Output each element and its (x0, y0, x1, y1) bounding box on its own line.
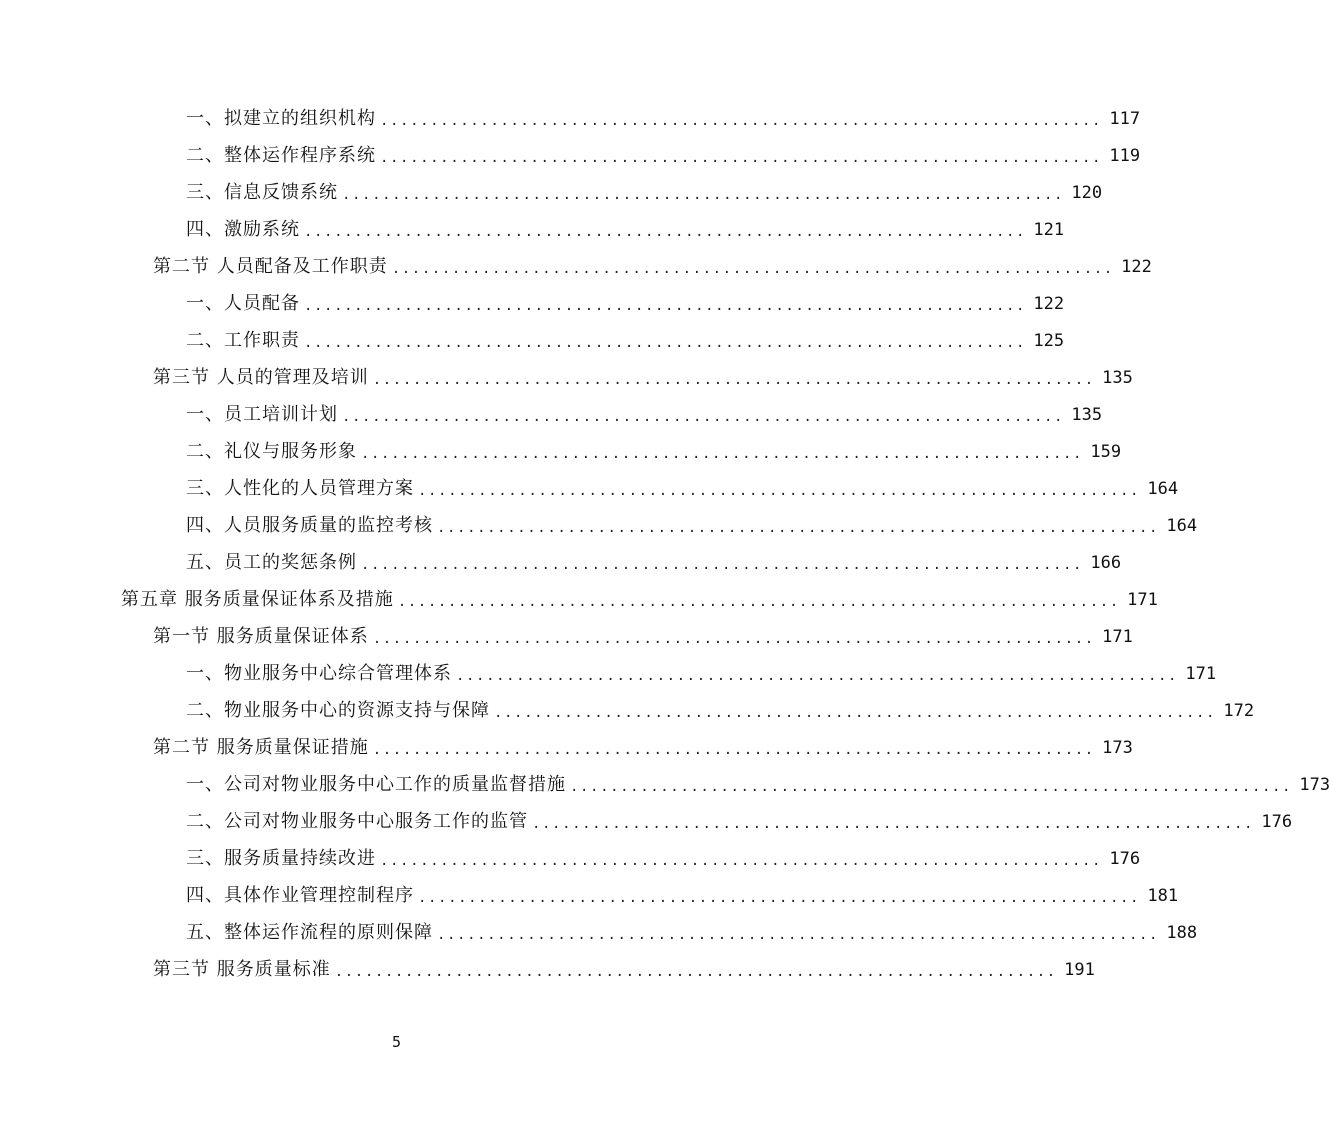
toc-entry-page: 191 (1064, 960, 1095, 980)
toc-entry-title: 三、人性化的人员管理方案 (186, 478, 414, 499)
toc-entry-title: 一、物业服务中心综合管理体系 (186, 663, 452, 684)
toc-entry[interactable] (186, 396, 1103, 426)
toc-entry-page: 117 (1109, 109, 1141, 129)
dot-leader: ........................................................................ (391, 261, 1114, 277)
dot-leader: ........................................................................ (342, 409, 1065, 425)
toc-entry[interactable] (186, 507, 1198, 537)
toc-entry-page: 164 (1166, 516, 1198, 536)
toc-entry[interactable] (186, 137, 1141, 167)
dot-leader: ........................................................................ (437, 520, 1160, 536)
dot-leader: ........................................................................ (397, 594, 1120, 610)
dot-leader: ........................................................................ (418, 890, 1141, 906)
toc-entry-title: 四、激励系统 (186, 219, 300, 240)
toc-entry-title: 二、礼仪与服务形象 (186, 441, 357, 462)
toc-entry[interactable] (186, 877, 1179, 907)
toc-entry-title: 四、具体作业管理控制程序 (186, 885, 414, 906)
toc-entry-title: 第二节 服务质量保证措施 (153, 737, 369, 758)
toc-entry[interactable] (186, 211, 1065, 241)
toc-entry-title: 四、人员服务质量的监控考核 (186, 515, 433, 536)
toc-entry[interactable] (186, 766, 1330, 796)
toc-entry[interactable] (186, 840, 1141, 870)
dot-leader: ........................................................................ (342, 187, 1065, 203)
toc-entry-page: 119 (1109, 146, 1141, 166)
dot-leader: ........................................................................ (372, 372, 1095, 388)
toc-entry-title: 一、人员配备 (186, 293, 300, 314)
toc-entry-title: 第一节 服务质量保证体系 (153, 626, 369, 647)
toc-entry-page: 121 (1033, 220, 1065, 240)
toc-entry-title: 二、工作职责 (186, 330, 300, 351)
toc-entry[interactable] (153, 951, 1095, 981)
toc-entry-page: 171 (1127, 590, 1158, 610)
toc-entry-title: 五、整体运作流程的原则保障 (186, 922, 433, 943)
toc-entry-title: 二、物业服务中心的资源支持与保障 (186, 700, 490, 721)
toc-entry-title: 二、整体运作程序系统 (186, 145, 376, 166)
dot-leader: ........................................................................ (380, 853, 1103, 869)
dot-leader: ........................................................................ (380, 150, 1103, 166)
toc-entry[interactable] (186, 692, 1255, 722)
toc-entry-page: 135 (1102, 368, 1133, 388)
dot-leader: ........................................................................ (372, 742, 1095, 758)
toc-entry-title: 一、公司对物业服务中心工作的质量监督措施 (186, 774, 566, 795)
toc-entry[interactable] (186, 544, 1122, 574)
toc-entry-page: 173 (1299, 775, 1330, 795)
toc-entry[interactable] (186, 914, 1198, 944)
dot-leader: ........................................................................ (334, 964, 1057, 980)
toc-entry-page: 188 (1166, 923, 1198, 943)
dot-leader: ........................................................................ (372, 631, 1095, 647)
toc-entry-title: 第五章 服务质量保证体系及措施 (121, 589, 394, 610)
toc-entry[interactable] (186, 803, 1293, 833)
toc-entry-page: 173 (1102, 738, 1133, 758)
dot-leader: ........................................................................ (437, 927, 1160, 943)
toc-entry[interactable] (186, 100, 1141, 130)
dot-leader: ........................................................................ (570, 779, 1293, 795)
dot-leader: ........................................................................ (494, 705, 1217, 721)
toc-entry-title: 二、公司对物业服务中心服务工作的监管 (186, 811, 528, 832)
page-number: 5 (391, 1033, 402, 1051)
toc-entry[interactable] (153, 618, 1133, 648)
toc-entry[interactable] (153, 729, 1133, 759)
toc-entry-title: 第二节 人员配备及工作职责 (153, 256, 388, 277)
toc-entry-title: 三、服务质量持续改进 (186, 848, 376, 869)
toc-entry-page: 122 (1121, 257, 1152, 277)
toc-entry[interactable] (186, 285, 1065, 315)
toc-entry-page: 172 (1223, 701, 1255, 721)
toc-entry[interactable] (121, 581, 1158, 611)
toc-entry-page: 159 (1090, 442, 1122, 462)
toc-entry-page: 120 (1071, 183, 1103, 203)
toc-entry[interactable] (153, 248, 1152, 278)
toc-entry-page: 181 (1147, 886, 1179, 906)
dot-leader: ........................................................................ (304, 224, 1027, 240)
dot-leader: ........................................................................ (418, 483, 1141, 499)
dot-leader: ........................................................................ (456, 668, 1179, 684)
toc-entry-page: 176 (1261, 812, 1293, 832)
toc-entry[interactable] (186, 655, 1217, 685)
dot-leader: ........................................................................ (532, 816, 1255, 832)
dot-leader: ........................................................................ (361, 446, 1084, 462)
dot-leader: ........................................................................ (304, 298, 1027, 314)
dot-leader: ........................................................................ (361, 557, 1084, 573)
toc-entry-page: 166 (1090, 553, 1122, 573)
toc-entry[interactable] (186, 174, 1103, 204)
toc-entry-page: 176 (1109, 849, 1141, 869)
toc-entry-page: 164 (1147, 479, 1179, 499)
toc-entry-title: 五、员工的奖惩条例 (186, 552, 357, 573)
toc-entry-page: 125 (1033, 331, 1065, 351)
toc-entry-title: 第三节 人员的管理及培训 (153, 367, 369, 388)
toc-entry[interactable] (186, 470, 1179, 500)
toc-entry[interactable] (153, 359, 1133, 389)
toc-entry-title: 一、员工培训计划 (186, 404, 338, 425)
toc-entry[interactable] (186, 433, 1122, 463)
toc-entry-page: 135 (1071, 405, 1103, 425)
toc-entry[interactable] (186, 322, 1065, 352)
toc-entry-title: 第三节 服务质量标准 (153, 959, 331, 980)
toc-entry-title: 一、拟建立的组织机构 (186, 108, 376, 129)
toc-entry-page: 171 (1102, 627, 1133, 647)
toc-entry-title: 三、信息反馈系统 (186, 182, 338, 203)
dot-leader: ........................................................................ (380, 113, 1103, 129)
toc-entry-page: 171 (1185, 664, 1217, 684)
toc-entry-page: 122 (1033, 294, 1065, 314)
dot-leader: ........................................................................ (304, 335, 1027, 351)
